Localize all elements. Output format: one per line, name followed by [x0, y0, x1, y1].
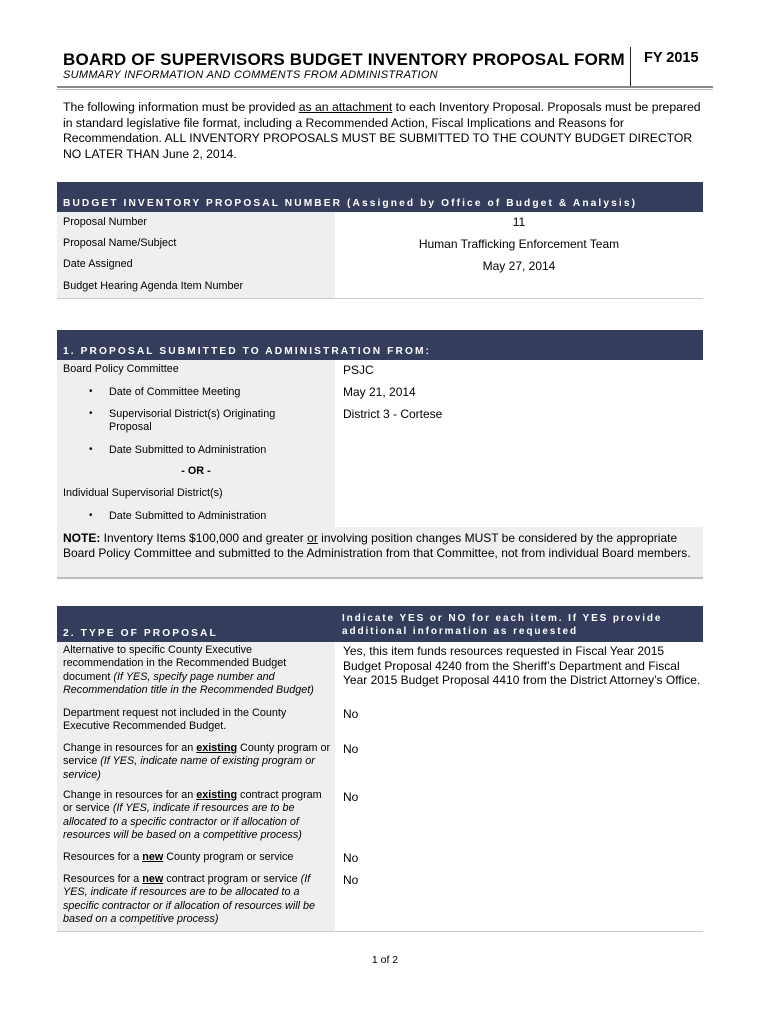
- section-submitted-from-header: 1. PROPOSAL SUBMITTED TO ADMINISTRATION FROM:: [57, 330, 703, 360]
- type-new-contract-row: [57, 869, 335, 932]
- type-existing-county-field[interactable]: No: [335, 740, 703, 788]
- date-submitted-field[interactable]: [335, 440, 703, 462]
- proposal-name-label: Proposal Name/Subject: [57, 233, 335, 255]
- board-committee-field[interactable]: PSJC: [335, 360, 703, 382]
- form-title: BOARD OF SUPERVISORS BUDGET INVENTORY PROPOSAL FORM: [63, 50, 625, 69]
- proposal-name-field[interactable]: Human Trafficking Enforcement Team: [335, 233, 703, 255]
- agenda-item-label: Budget Hearing Agenda Item Number: [57, 276, 335, 299]
- or-row-blank: [335, 461, 703, 483]
- type-alternative-row: [57, 642, 335, 705]
- date-assigned-field[interactable]: May 27, 2014: [335, 254, 703, 277]
- district-field[interactable]: District 3 - Cortese: [335, 403, 703, 441]
- type-new-county-field[interactable]: No: [335, 848, 703, 870]
- section-proposal-number-header: BUDGET INVENTORY PROPOSAL NUMBER (Assigned by Office of Budget & Analysis): [57, 182, 703, 212]
- proposal-number-label: Proposal Number: [57, 212, 335, 234]
- meeting-date-row: [57, 381, 335, 404]
- date-submitted-label: Date Submitted to Administration: [109, 444, 267, 456]
- type-dept-request-label: Department request not included in the County Executive Recommended Budget.: [63, 707, 287, 733]
- type-alternative-field[interactable]: Yes, this item funds resources requested in Fiscal Year 2015 Budget Proposal 4240 from the Sheriff’s Department and Fiscal Year 2015 Budget Proposal 4410 from the District Attorney’s Office.: [335, 642, 703, 705]
- type-existing-contract-field[interactable]: No: [335, 787, 703, 849]
- date-submitted2-row: [57, 505, 335, 528]
- agenda-item-field[interactable]: [335, 276, 703, 299]
- bullet: •: [89, 386, 93, 397]
- date-submitted-row: [57, 440, 335, 462]
- individual-district-field[interactable]: [335, 482, 703, 506]
- board-committee-label: Board Policy Committee: [57, 360, 335, 382]
- proposal-number-field[interactable]: 11: [335, 212, 703, 234]
- type-new-contract-label: Resources for a new contract program or service (If YES, indicate if resources are to be allocated to a specific contractor or if allocation of resources will be based on a competitive process): [63, 873, 316, 926]
- type-existing-contract-label: Change in resources for an existing contract program or service (If YES, indicate if resources are to be allocated to a specific contractor or if allocation of resources will be based on a competitive process): [63, 789, 322, 842]
- type-existing-contract-row: [57, 787, 335, 849]
- header-divider: [630, 47, 631, 87]
- intro-underlined: as an attachment: [298, 100, 393, 114]
- or-row: [57, 461, 335, 483]
- individual-district-label: Individual Supervisorial District(s): [57, 482, 335, 506]
- bullet: •: [89, 408, 93, 419]
- meeting-date-field[interactable]: May 21, 2014: [335, 381, 703, 404]
- type-new-county-row: [57, 848, 335, 870]
- date-submitted2-field[interactable]: [335, 505, 703, 528]
- header-rule-thin: [57, 89, 713, 90]
- type-existing-county-row: [57, 740, 335, 788]
- bullet: •: [89, 510, 93, 521]
- form-subtitle: SUMMARY INFORMATION AND COMMENTS FROM ADMINISTRATION: [63, 69, 438, 81]
- intro-paragraph: The following information must be provided as an attachment to each Inventory Proposal. Proposals must be prepared in standard legislative file format, including a Recommended Action, Fiscal Implications and Reasons for Recommendation. ALL INVENTORY PROPOSALS MUST BE SUBMITTED TO THE COUNTY BUDGET DIRECTOR NO LATER THAN June 2, 2014.: [63, 100, 701, 161]
- section-type-header: 2. TYPE OF PROPOSAL: [57, 606, 335, 642]
- date-submitted2-label: Date Submitted to Administration: [109, 510, 267, 522]
- type-dept-request-field[interactable]: No: [335, 704, 703, 741]
- or-separator: - OR -: [181, 465, 211, 477]
- type-new-county-label: Resources for a new County program or service: [63, 851, 294, 863]
- meeting-date-label: Date of Committee Meeting: [109, 386, 241, 398]
- type-alternative-label: Alternative to specific County Executive recommendation in the Recommended Budget document (If YES, specify page number and Recommendation title in the Recommended Budget): [63, 644, 314, 697]
- type-existing-county-label: Change in resources for an existing County program or service (If YES, indicate name of existing program or service): [63, 742, 331, 781]
- page-number: 1 of 2: [371, 954, 399, 966]
- bullet: •: [89, 444, 93, 455]
- district-label: Supervisorial District(s) Originating Proposal: [109, 408, 276, 434]
- section-type-instruction: Indicate YES or NO for each item. If YES provide additional information as requested: [335, 606, 703, 642]
- note-box: [57, 527, 703, 579]
- header-rule: [57, 86, 713, 88]
- fiscal-year: FY 2015: [644, 50, 699, 66]
- type-dept-request-row: [57, 704, 335, 741]
- district-row: [57, 403, 335, 441]
- type-new-contract-field[interactable]: No: [335, 869, 703, 932]
- note-text: NOTE: Inventory Items $100,000 and greater or involving position changes MUST be considered by the appropriate Board Policy Committee and submitted to the Administration from that Committee, not from individual Board members.: [63, 531, 691, 560]
- date-assigned-label: Date Assigned: [57, 254, 335, 277]
